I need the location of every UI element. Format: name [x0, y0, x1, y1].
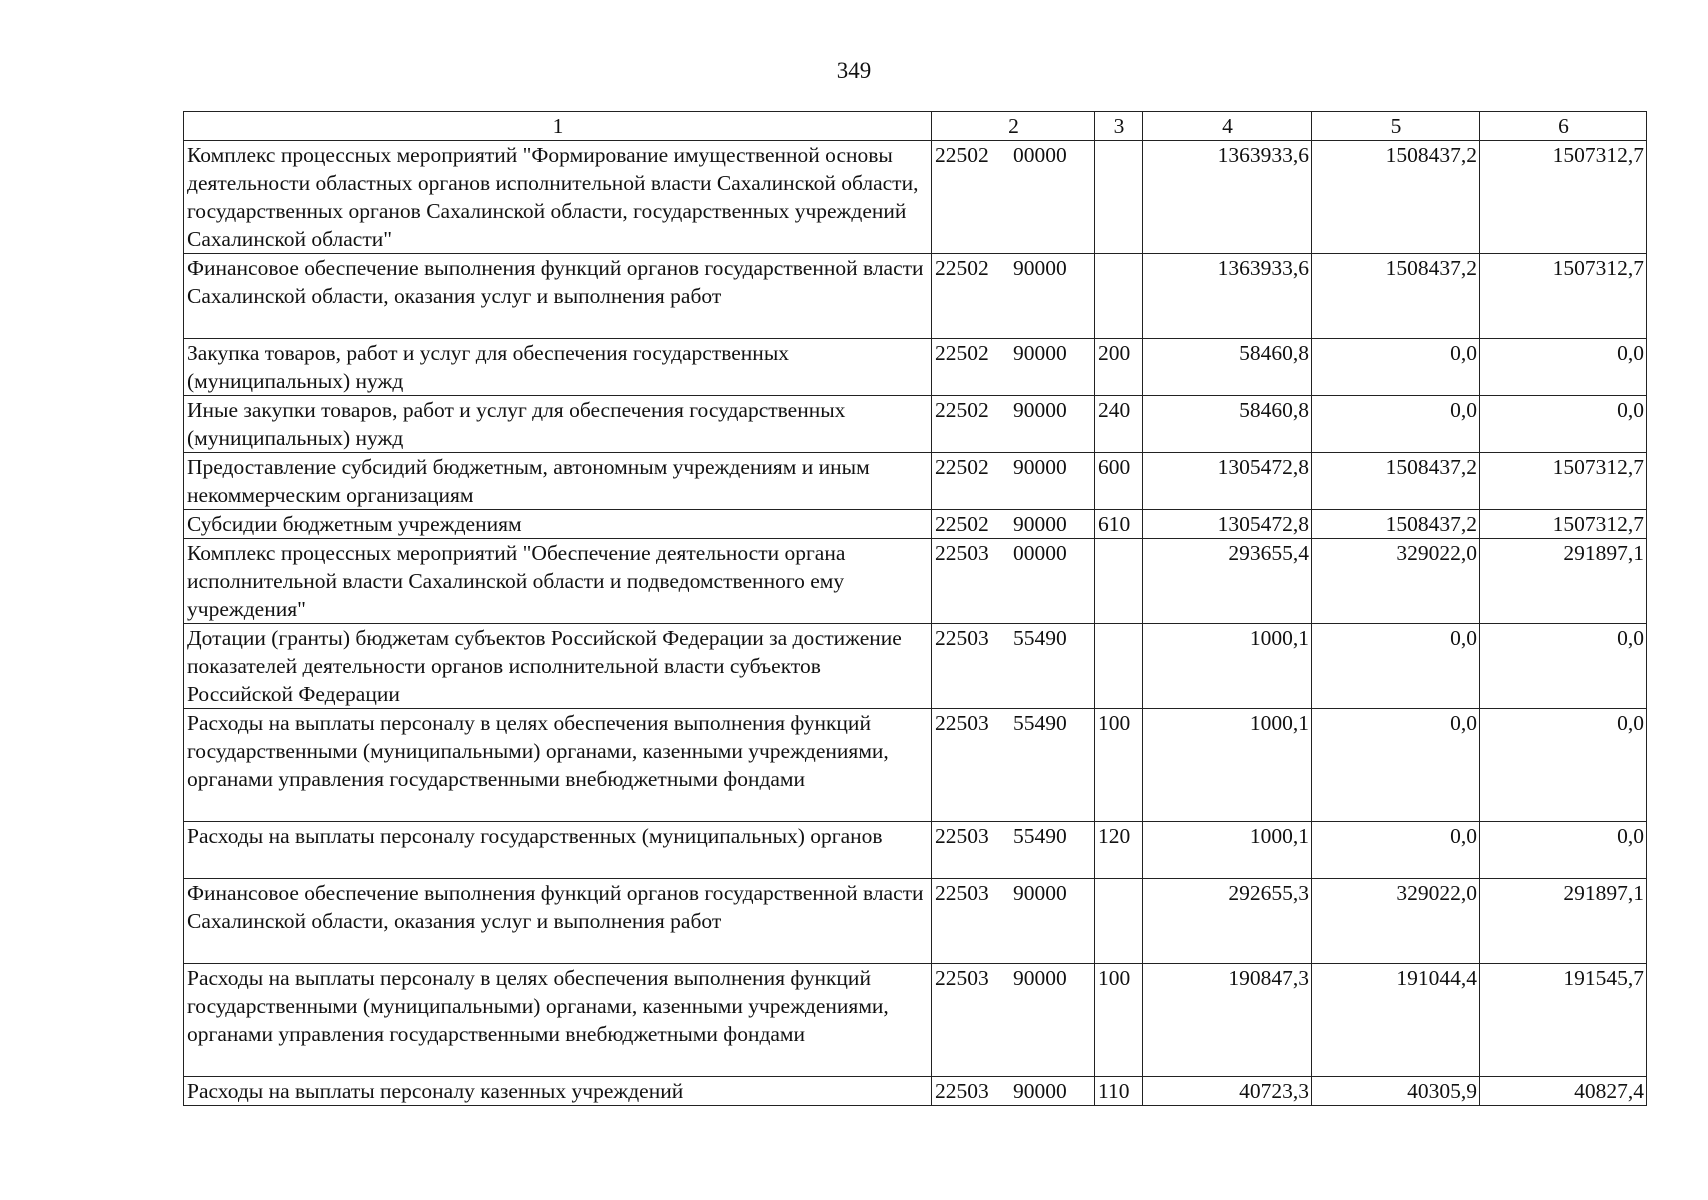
row-code [932, 141, 1095, 254]
table-row [184, 822, 1647, 879]
row-code [932, 339, 1095, 396]
program-code: 22503 [935, 881, 989, 905]
row-code [932, 709, 1095, 822]
program-code: 22503 [935, 824, 989, 848]
row-code [932, 396, 1095, 453]
expense-type-code: 610 [1095, 510, 1143, 539]
row-code [932, 624, 1095, 709]
amount-v5: 191044,4 [1312, 964, 1480, 1077]
column-header: 2 [932, 112, 1095, 141]
direction-code: 90000 [1013, 398, 1067, 422]
amount-v4: 1000,1 [1143, 624, 1312, 709]
amount-v4: 190847,3 [1143, 964, 1312, 1077]
budget-table [183, 111, 1647, 1106]
row-name: Дотации (гранты) бюджетам субъектов Российской Федерации за достижение показателей деятельности органов исполнительной власти субъектов Российской Федерации [184, 624, 932, 709]
expense-type-code: 120 [1095, 822, 1143, 879]
amount-v4: 1000,1 [1143, 709, 1312, 822]
amount-v4: 1363933,6 [1143, 141, 1312, 254]
row-name: Финансовое обеспечение выполнения функций органов государственной власти Сахалинской области, оказания услуг и выполнения работ [184, 254, 932, 339]
direction-code: 90000 [1013, 1079, 1067, 1103]
direction-code: 00000 [1013, 143, 1067, 167]
program-code: 22503 [935, 626, 989, 650]
amount-v6: 40827,4 [1480, 1077, 1647, 1106]
amount-v5: 40305,9 [1312, 1077, 1480, 1106]
amount-v6: 1507312,7 [1480, 453, 1647, 510]
program-code: 22502 [935, 455, 989, 479]
amount-v5: 0,0 [1312, 624, 1480, 709]
amount-v6: 0,0 [1480, 339, 1647, 396]
expense-type-code [1095, 879, 1143, 964]
row-name: Расходы на выплаты персоналу в целях обеспечения выполнения функций государственными (муниципальными) органами, казенными учреждениями, органами управления государственными внебюджетными фондами [184, 709, 932, 822]
direction-code: 90000 [1013, 455, 1067, 479]
table-row [184, 339, 1647, 396]
row-name: Расходы на выплаты персоналу государственных (муниципальных) органов [184, 822, 932, 879]
amount-v6: 1507312,7 [1480, 254, 1647, 339]
amount-v4: 1000,1 [1143, 822, 1312, 879]
amount-v5: 0,0 [1312, 822, 1480, 879]
amount-v4: 293655,4 [1143, 539, 1312, 624]
table-row [184, 964, 1647, 1077]
row-code [932, 822, 1095, 879]
expense-type-code: 110 [1095, 1077, 1143, 1106]
table-row [184, 510, 1647, 539]
amount-v4: 40723,3 [1143, 1077, 1312, 1106]
row-code [932, 964, 1095, 1077]
program-code: 22502 [935, 341, 989, 365]
amount-v5: 329022,0 [1312, 879, 1480, 964]
direction-code: 55490 [1013, 711, 1067, 735]
expense-type-code: 100 [1095, 709, 1143, 822]
row-code [932, 1077, 1095, 1106]
table-row [184, 624, 1647, 709]
row-name: Иные закупки товаров, работ и услуг для обеспечения государственных (муниципальных) нужд [184, 396, 932, 453]
amount-v4: 58460,8 [1143, 339, 1312, 396]
row-code [932, 879, 1095, 964]
table-row [184, 254, 1647, 339]
direction-code: 90000 [1013, 512, 1067, 536]
amount-v5: 0,0 [1312, 339, 1480, 396]
table-row [184, 396, 1647, 453]
program-code: 22502 [935, 512, 989, 536]
row-name: Расходы на выплаты персоналу в целях обеспечения выполнения функций государственными (муниципальными) органами, казенными учреждениями, органами управления государственными внебюджетными фондами [184, 964, 932, 1077]
program-code: 22503 [935, 541, 989, 565]
expense-type-code: 100 [1095, 964, 1143, 1077]
amount-v5: 329022,0 [1312, 539, 1480, 624]
direction-code: 90000 [1013, 966, 1067, 990]
program-code: 22502 [935, 398, 989, 422]
direction-code: 55490 [1013, 824, 1067, 848]
row-code [932, 254, 1095, 339]
row-code [932, 453, 1095, 510]
program-code: 22503 [935, 966, 989, 990]
direction-code: 90000 [1013, 881, 1067, 905]
amount-v4: 1305472,8 [1143, 510, 1312, 539]
table-row [184, 141, 1647, 254]
amount-v6: 0,0 [1480, 822, 1647, 879]
header-row [184, 112, 1647, 141]
amount-v5: 1508437,2 [1312, 510, 1480, 539]
amount-v4: 292655,3 [1143, 879, 1312, 964]
table-row [184, 453, 1647, 510]
direction-code: 55490 [1013, 626, 1067, 650]
direction-code: 00000 [1013, 541, 1067, 565]
direction-code: 90000 [1013, 341, 1067, 365]
page-number: 349 [836, 58, 872, 83]
column-header: 4 [1143, 112, 1312, 141]
amount-v5: 1508437,2 [1312, 141, 1480, 254]
amount-v6: 291897,1 [1480, 539, 1647, 624]
row-name: Субсидии бюджетным учреждениям [184, 510, 932, 539]
amount-v6: 191545,7 [1480, 964, 1647, 1077]
program-code: 22502 [935, 143, 989, 167]
expense-type-code [1095, 539, 1143, 624]
row-code [932, 539, 1095, 624]
row-name: Закупка товаров, работ и услуг для обеспечения государственных (муниципальных) нужд [184, 339, 932, 396]
column-header: 3 [1095, 112, 1143, 141]
amount-v5: 0,0 [1312, 709, 1480, 822]
table-row [184, 539, 1647, 624]
column-header: 1 [184, 112, 932, 141]
amount-v5: 0,0 [1312, 396, 1480, 453]
amount-v4: 1363933,6 [1143, 254, 1312, 339]
expense-type-code: 600 [1095, 453, 1143, 510]
expense-type-code [1095, 141, 1143, 254]
amount-v6: 291897,1 [1480, 879, 1647, 964]
table-row [184, 879, 1647, 964]
row-name: Предоставление субсидий бюджетным, автономным учреждениям и иным некоммерческим организациям [184, 453, 932, 510]
amount-v5: 1508437,2 [1312, 453, 1480, 510]
row-code [932, 510, 1095, 539]
amount-v4: 1305472,8 [1143, 453, 1312, 510]
expense-type-code [1095, 254, 1143, 339]
amount-v6: 1507312,7 [1480, 510, 1647, 539]
amount-v6: 0,0 [1480, 396, 1647, 453]
row-name: Финансовое обеспечение выполнения функций органов государственной власти Сахалинской области, оказания услуг и выполнения работ [184, 879, 932, 964]
column-header: 5 [1312, 112, 1480, 141]
amount-v6: 0,0 [1480, 624, 1647, 709]
row-name: Комплекс процессных мероприятий "Обеспечение деятельности органа исполнительной власти Сахалинской области и подведомственного ему учреждения" [184, 539, 932, 624]
amount-v6: 1507312,7 [1480, 141, 1647, 254]
expense-type-code [1095, 624, 1143, 709]
program-code: 22503 [935, 1079, 989, 1103]
amount-v4: 58460,8 [1143, 396, 1312, 453]
expense-type-code: 200 [1095, 339, 1143, 396]
row-name: Расходы на выплаты персоналу казенных учреждений [184, 1077, 932, 1106]
expense-type-code: 240 [1095, 396, 1143, 453]
table-row [184, 709, 1647, 822]
program-code: 22503 [935, 711, 989, 735]
row-name: Комплекс процессных мероприятий "Формирование имущественной основы деятельности областных органов исполнительной власти Сахалинской области, государственных органов Сахалинской области, государственных учреждений Сахалинской области" [184, 141, 932, 254]
program-code: 22502 [935, 256, 989, 280]
amount-v6: 0,0 [1480, 709, 1647, 822]
direction-code: 90000 [1013, 256, 1067, 280]
amount-v5: 1508437,2 [1312, 254, 1480, 339]
column-header: 6 [1480, 112, 1647, 141]
table-row [184, 1077, 1647, 1106]
